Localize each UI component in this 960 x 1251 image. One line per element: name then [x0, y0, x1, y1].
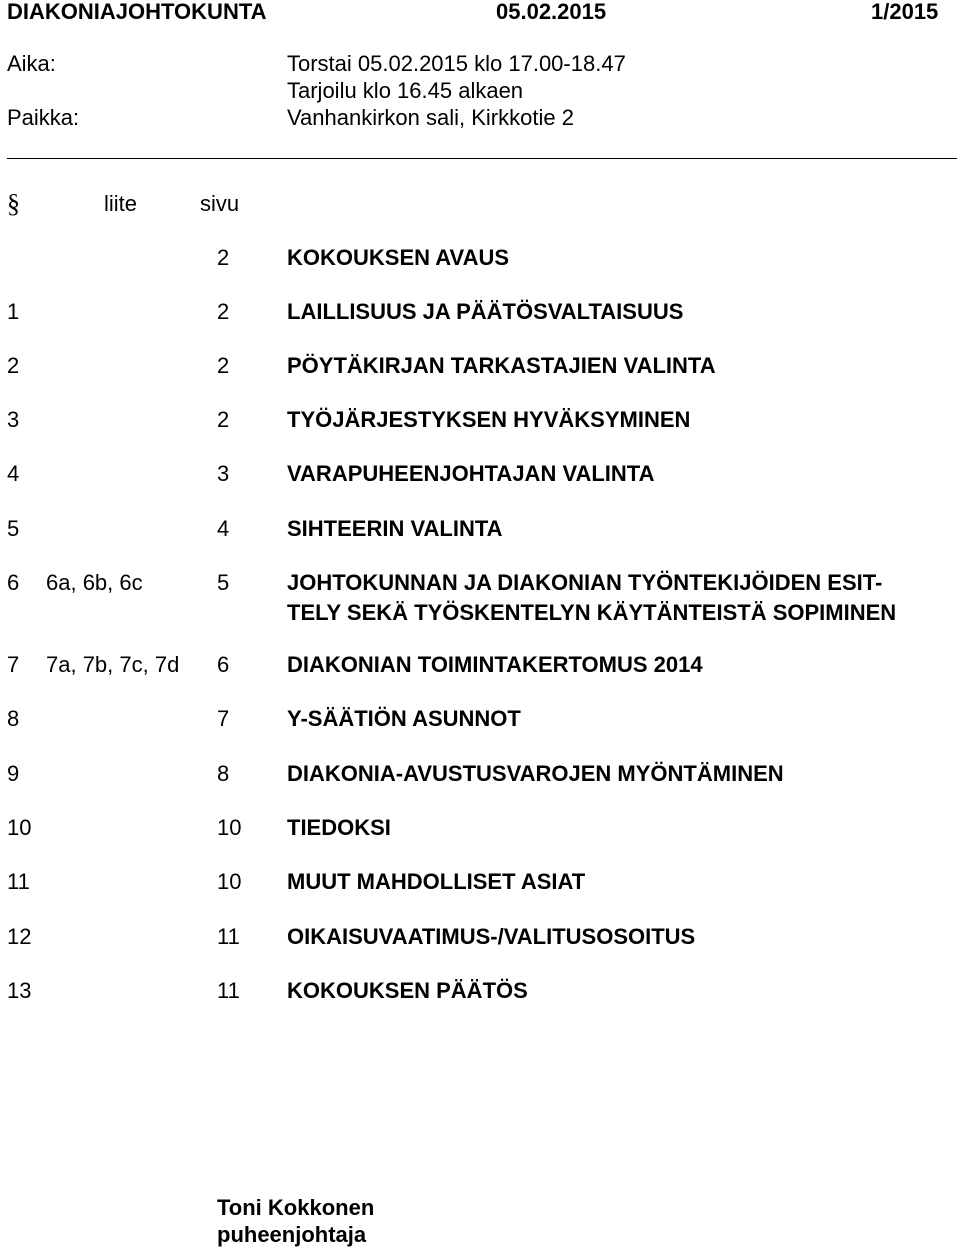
- agenda-item-title: VARAPUHEENJOHTAJAN VALINTA: [287, 461, 655, 486]
- agenda-item-number: 12: [7, 924, 32, 949]
- agenda-item-title: LAILLISUUS JA PÄÄTÖSVALTAISUUS: [287, 299, 684, 324]
- time-label: Aika:: [7, 51, 56, 76]
- serving-time: Tarjoilu klo 16.45 alkaen: [287, 78, 524, 103]
- agenda-item-title: KOKOUKSEN PÄÄTÖS: [287, 978, 528, 1003]
- agenda-item-number: 13: [7, 978, 32, 1003]
- agenda-item-title: JOHTOKUNNAN JA DIAKONIAN TYÖNTEKIJÖIDEN ESIT- TELY SEKÄ TYÖSKENTELYN KÄYTÄNTEISTÄ SOPIMINEN: [287, 570, 897, 625]
- agenda-item-page: 4: [217, 516, 230, 541]
- agenda-item-page: 2: [217, 407, 230, 432]
- agenda-item-number: 7: [7, 652, 20, 677]
- agenda-item-number: 1: [7, 299, 20, 324]
- agenda-item-number: 2: [7, 353, 20, 378]
- agenda-item-title: KOKOUKSEN AVAUS: [287, 245, 510, 270]
- section-symbol: §: [7, 189, 20, 218]
- agenda-item-page: 11: [217, 978, 240, 1003]
- agenda-item-number: 8: [7, 706, 20, 731]
- agenda-item-number: 4: [7, 461, 20, 486]
- agenda-item: [0, 980, 960, 1040]
- agenda-item-title: SIHTEERIN VALINTA: [287, 516, 503, 541]
- agenda-item-page: 8: [217, 761, 230, 786]
- agenda-item-page: 6: [217, 652, 230, 677]
- agenda-item: [0, 572, 960, 632]
- agenda-item-attachments: 6a, 6b, 6c: [46, 570, 143, 595]
- agenda-item-attachments: 7a, 7b, 7c, 7d: [46, 652, 180, 677]
- agenda-item-title: Y-SÄÄTIÖN ASUNNOT: [287, 706, 521, 731]
- agenda-item-page: 5: [217, 570, 230, 595]
- agenda-item-title: PÖYTÄKIRJAN TARKASTAJIEN VALINTA: [287, 353, 716, 378]
- agenda-item-title: DIAKONIA-AVUSTUSVAROJEN MYÖNTÄMINEN: [287, 761, 784, 786]
- agenda-item-number: 6: [7, 570, 20, 595]
- signer-role: puheenjohtaja: [217, 1222, 367, 1247]
- agenda-item-title: MUUT MAHDOLLISET ASIAT: [287, 869, 586, 894]
- meeting-date: 05.02.2015: [496, 0, 607, 24]
- agenda-item-title: TIEDOKSI: [287, 815, 391, 840]
- agenda-item-page: 2: [217, 299, 230, 324]
- agenda-item-number: 10: [7, 815, 32, 840]
- agenda-item: [0, 763, 960, 823]
- page-header: sivu: [200, 191, 240, 216]
- attachment-header: liite: [104, 191, 138, 216]
- time-value: Torstai 05.02.2015 klo 17.00-18.47: [287, 51, 626, 76]
- org-title: DIAKONIAJOHTOKUNTA: [7, 0, 267, 24]
- signer-name: Toni Kokkonen: [217, 1195, 375, 1220]
- agenda-item-title: DIAKONIAN TOIMINTAKERTOMUS 2014: [287, 652, 703, 677]
- agenda-item-page: 11: [217, 924, 240, 949]
- agenda-item-number: 3: [7, 407, 20, 432]
- agenda-item-page: 3: [217, 461, 230, 486]
- agenda-item-number: 11: [7, 869, 30, 894]
- agenda-item-number: 5: [7, 516, 20, 541]
- agenda-item-page: 10: [217, 815, 242, 840]
- minutes-number: 1/2015: [871, 0, 939, 24]
- agenda-item-page: 10: [217, 869, 242, 894]
- agenda-item-page: 2: [217, 245, 230, 270]
- agenda-item-title: TYÖJÄRJESTYKSEN HYVÄKSYMINEN: [287, 407, 691, 432]
- agenda-item-number: 9: [7, 761, 20, 786]
- header-divider: [7, 158, 957, 159]
- agenda-item-page: 2: [217, 353, 230, 378]
- agenda-item-title: OIKAISUVAATIMUS-/VALITUSOSOITUS: [287, 924, 696, 949]
- agenda-item-page: 7: [217, 706, 230, 731]
- place-value: Vanhankirkon sali, Kirkkotie 2: [287, 105, 574, 130]
- place-label: Paikka:: [7, 105, 80, 130]
